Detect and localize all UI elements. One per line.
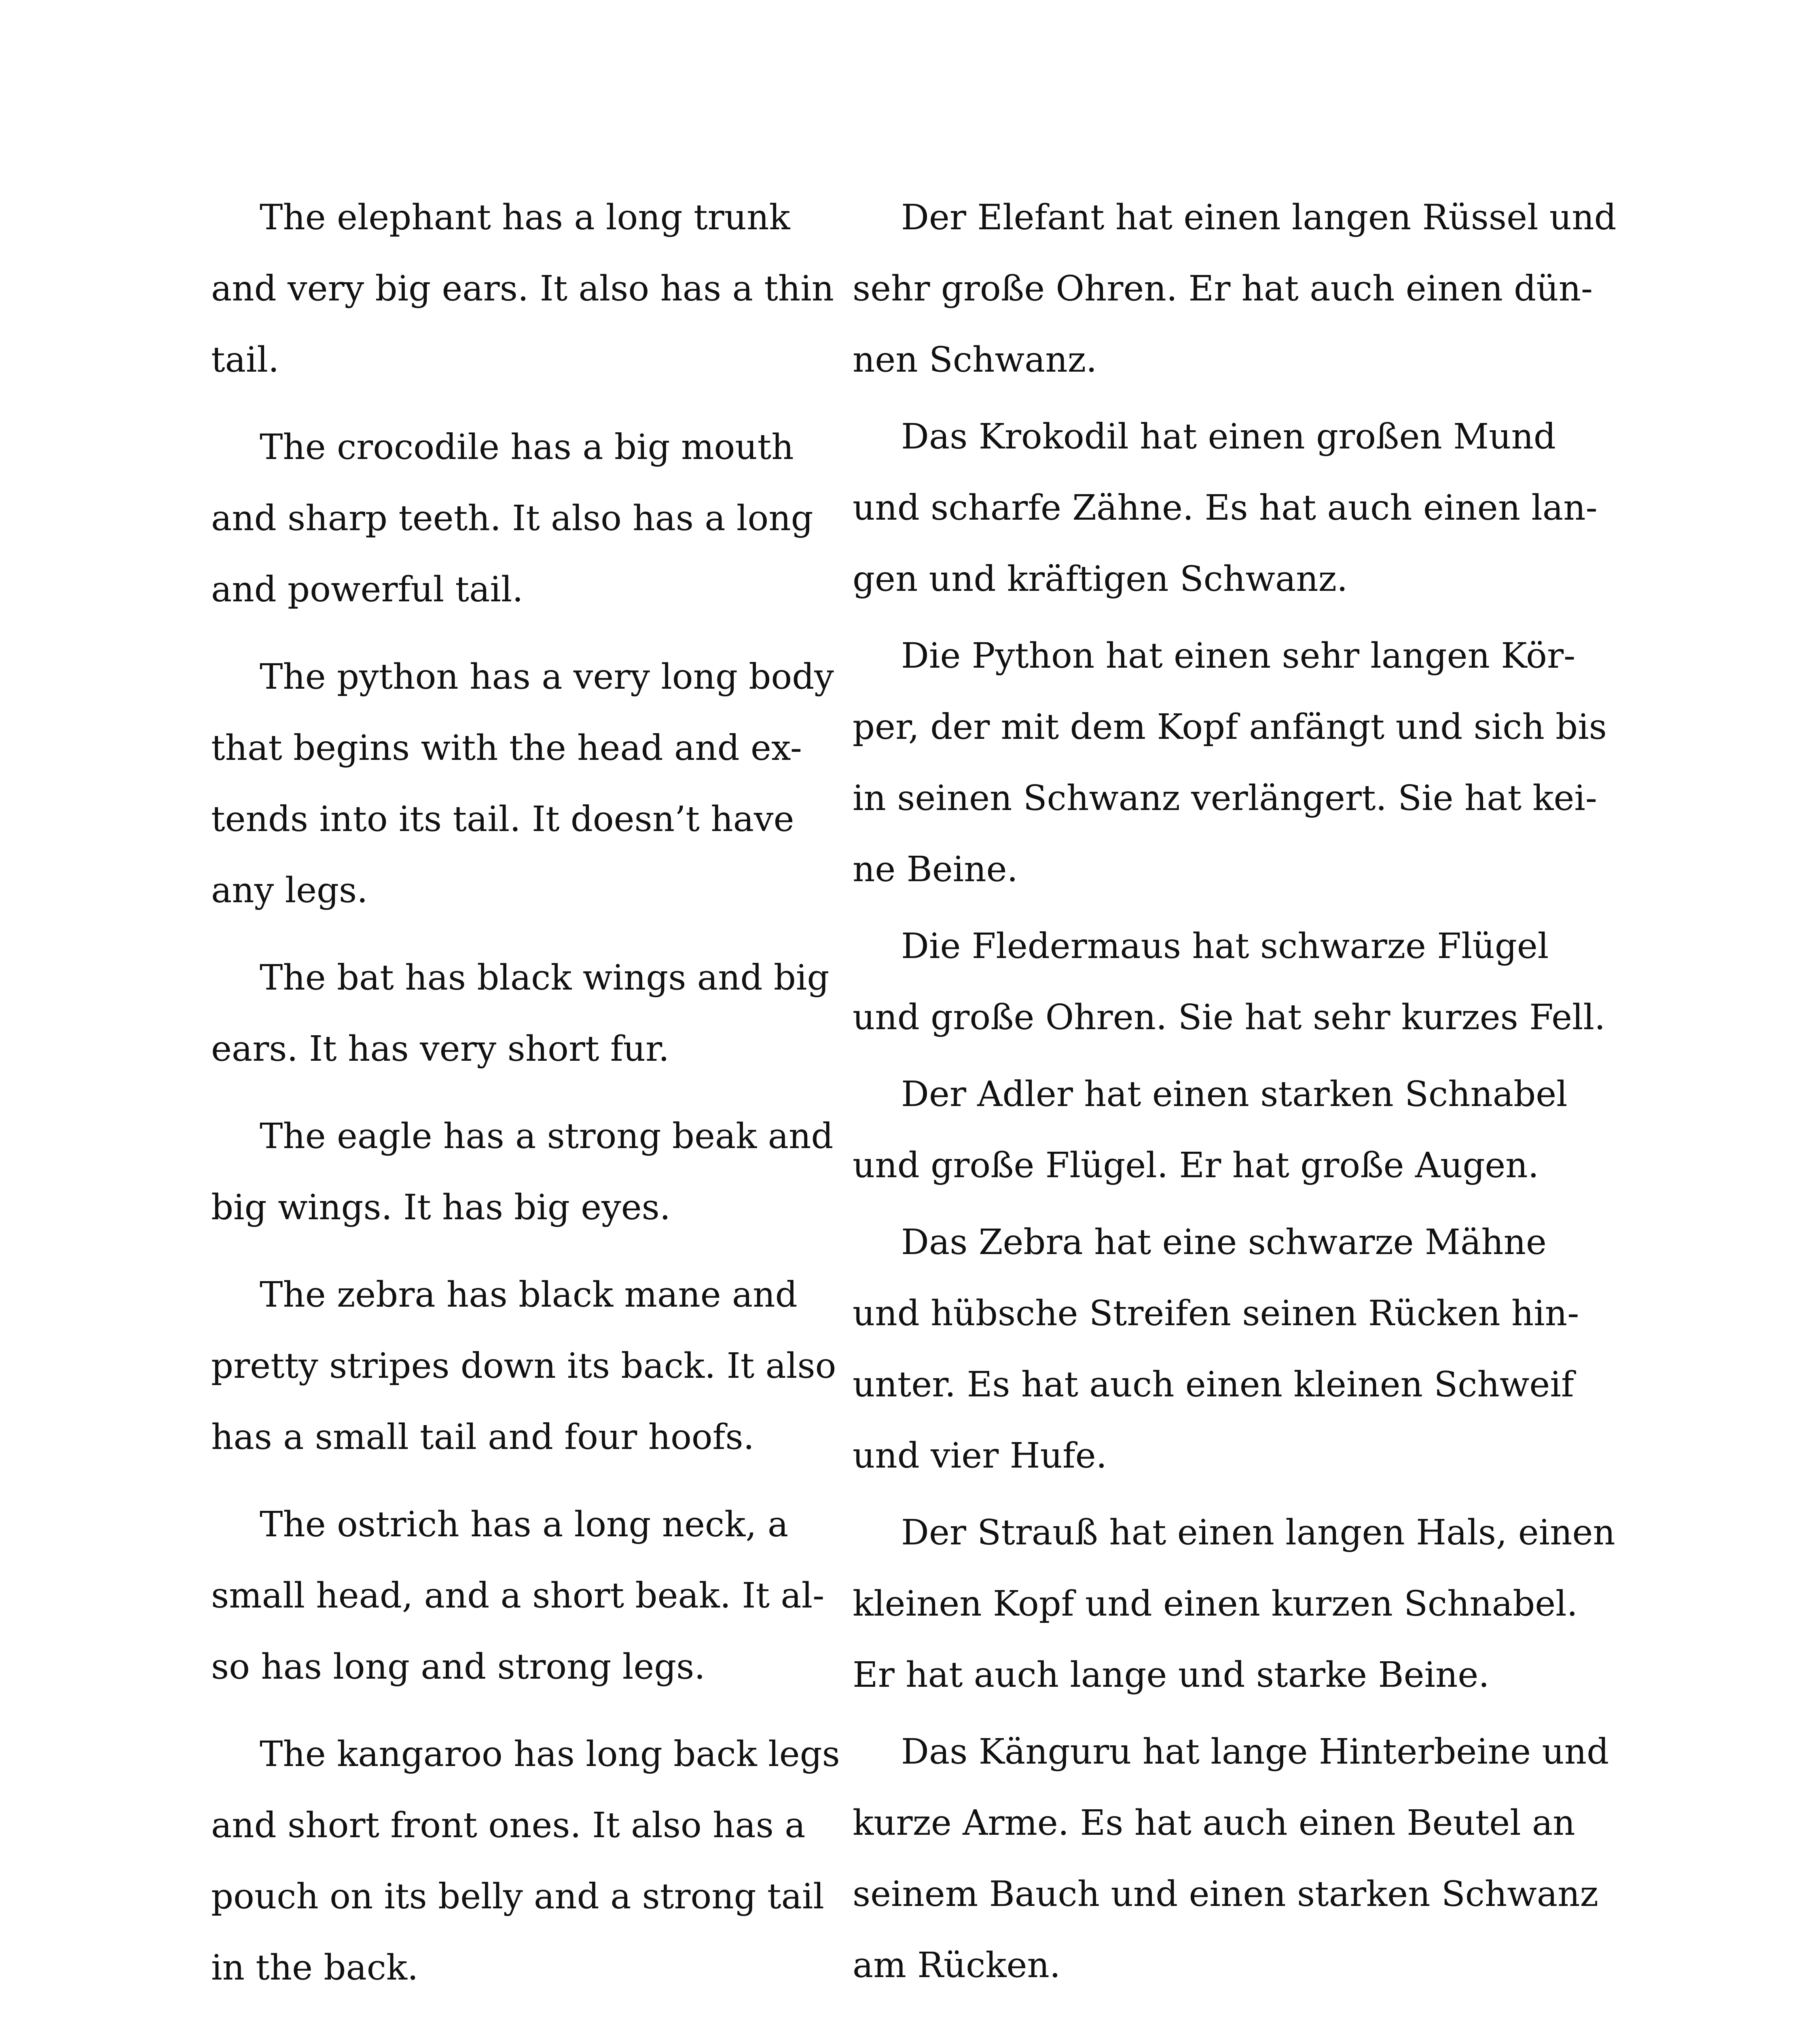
german-paragraph: [853, 1059, 1601, 1201]
german-paragraph-line: nen Schwanz.: [853, 340, 1097, 380]
german-paragraph-line: und vier Hufe.: [853, 1436, 1107, 1476]
german-paragraph-line: Das Känguru hat lange Hinterbeine und: [901, 1732, 1609, 1772]
german-paragraph-line: Das Krokodil hat einen großen Mund: [901, 417, 1556, 457]
german-paragraph-line: unter. Es hat auch einen kleinen Schweif: [853, 1364, 1574, 1405]
german-paragraph-line: kleinen Kopf und einen kurzen Schnabel.: [853, 1584, 1578, 1624]
german-paragraph: [853, 1716, 1609, 2001]
english-paragraph: [211, 412, 826, 625]
english-paragraph-line: and short front ones. It also has a: [211, 1805, 806, 1846]
german-paragraph-line: am Rücken.: [853, 1945, 1061, 1986]
german-paragraph-line: und scharfe Zähne. Es hat auch einen lan-: [853, 488, 1598, 528]
german-column: [853, 182, 1617, 2007]
german-paragraph-line: gen und kräftigen Schwanz.: [853, 559, 1348, 599]
german-paragraph-line: in seinen Schwanz verlängert. Sie hat kei-: [853, 778, 1597, 819]
german-paragraph: [853, 620, 1607, 905]
german-paragraph-line: Der Elefant hat einen langen Rüssel und: [901, 197, 1617, 238]
german-paragraph: [853, 1497, 1615, 1711]
german-paragraph-line: ne Beine.: [853, 849, 1018, 890]
english-paragraph: [211, 1101, 834, 1243]
english-paragraph-line: big wings. It has big eyes.: [211, 1187, 671, 1228]
english-paragraph-line: The zebra has black mane and: [260, 1275, 798, 1315]
german-paragraph: [853, 182, 1617, 396]
english-paragraph-line: in the back.: [211, 1948, 419, 1988]
english-paragraph: [211, 641, 834, 926]
english-paragraph-line: The crocodile has a big mouth: [260, 427, 794, 467]
english-paragraph-line: and sharp teeth. It also has a long: [211, 498, 813, 539]
english-paragraph-line: small head, and a short beak. It al-: [211, 1576, 825, 1616]
german-paragraph-line: und große Flügel. Er hat große Augen.: [853, 1145, 1539, 1186]
english-paragraph: [211, 942, 830, 1085]
english-paragraph-line: The elephant has a long trunk: [260, 197, 790, 238]
german-paragraph-line: Der Adler hat einen starken Schnabel: [901, 1074, 1568, 1115]
english-paragraph-line: tail.: [211, 340, 279, 380]
english-paragraph-line: The bat has black wings and big: [260, 958, 830, 998]
german-paragraph: [853, 401, 1601, 615]
english-paragraph-line: The python has a very long body: [260, 657, 834, 697]
english-paragraph: [211, 1489, 826, 1703]
german-paragraph-line: Der Strauß hat einen langen Hals, einen: [901, 1512, 1615, 1553]
german-paragraph-line: Die Fledermaus hat schwarze Flügel: [901, 926, 1549, 967]
german-paragraph: [853, 1207, 1601, 1491]
english-paragraph-line: The kangaroo has long back legs: [260, 1734, 840, 1775]
english-paragraph: [211, 182, 834, 396]
english-paragraph-line: tends into its tail. It doesn’t have: [211, 799, 794, 840]
german-paragraph-line: kurze Arme. Es hat auch einen Beutel an: [853, 1803, 1575, 1843]
english-column: [211, 182, 840, 2020]
english-paragraph-line: pouch on its belly and a strong tail: [211, 1876, 824, 1917]
german-paragraph: [853, 911, 1606, 1053]
german-paragraph-line: per, der mit dem Kopf anfängt und sich bis: [853, 707, 1607, 747]
german-paragraph-line: und große Ohren. Sie hat sehr kurzes Fell.: [853, 997, 1606, 1038]
english-paragraph-line: has a small tail and four hoofs.: [211, 1417, 754, 1457]
german-paragraph-line: sehr große Ohren. Er hat auch einen dün-: [853, 269, 1593, 309]
german-paragraph-line: Das Zebra hat eine schwarze Mähne: [901, 1222, 1547, 1263]
english-paragraph-line: The eagle has a strong beak and: [260, 1116, 834, 1157]
english-paragraph-line: ears. It has very short fur.: [211, 1029, 670, 1069]
german-paragraph-line: seinem Bauch und einen starken Schwanz: [853, 1874, 1598, 1914]
german-paragraph-line: Die Python hat einen sehr langen Kör-: [901, 636, 1576, 676]
english-paragraph-line: so has long and strong legs.: [211, 1647, 705, 1687]
english-paragraph-line: The ostrich has a long neck, a: [260, 1504, 789, 1545]
english-paragraph-line: any legs.: [211, 870, 368, 911]
english-paragraph-line: and powerful tail.: [211, 569, 523, 610]
german-paragraph-line: und hübsche Streifen seinen Rücken hin-: [853, 1293, 1579, 1334]
english-paragraph: [211, 1719, 840, 2003]
english-paragraph-line: that begins with the head and ex-: [211, 728, 802, 768]
english-paragraph-line: pretty stripes down its back. It also: [211, 1346, 836, 1386]
english-paragraph: [211, 1259, 836, 1473]
english-paragraph-line: and very big ears. It also has a thin: [211, 269, 834, 309]
german-paragraph-line: Er hat auch lange und starke Beine.: [853, 1655, 1490, 1695]
